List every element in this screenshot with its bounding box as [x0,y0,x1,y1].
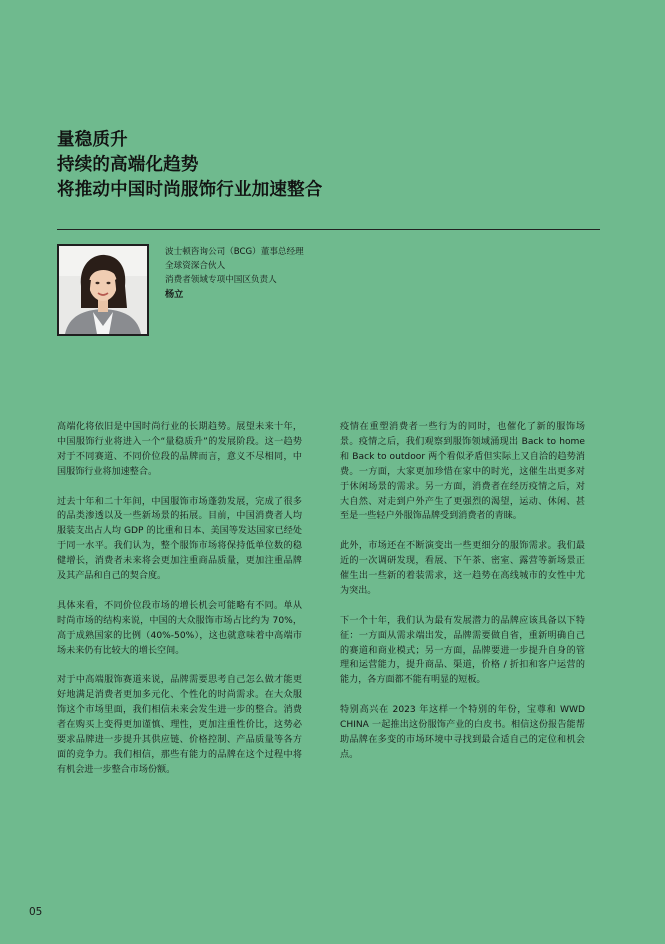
page-number: 05 [29,906,43,918]
title-divider [57,229,600,230]
right-column [340,420,585,778]
title-line-3: 将推动中国时尚服饰行业加速整合 [57,180,323,200]
author-title-2: 全球资深合伙人 [165,261,226,272]
portrait-photo-icon [59,246,147,334]
author-portrait [57,244,149,336]
left-paragraph-3: 具体来看，不同价位段市场的增长机会可能略有不同。单从时尚市场的结构来说，中国的大众服饰市场占比约为 70%，高于成熟国家的比例（40%-50%），这也就意味着中高端市场未来仍有比较大的增长空间。 [57,600,302,656]
right-paragraph-4: 特别高兴在 2023 年这样一个特别的年份，宝尊和 WWD CHINA 一起推出这份服饰产业的白皮书。相信这份报告能帮助品牌在多变的市场环境中寻找到最合适自己的定位和机会点。 [340,705,585,760]
right-paragraph-1: 疫情在重塑消费者一些行为的同时，也催化了新的服饰场景。疫情之后，我们观察到服饰领域涌现出 Back to home 和 Back to outdoor 两个看似矛盾但实际上又自洽的趋势消费。一方面，大家更加珍惜在家中的时光，这催生出更多对于休闲场景的需求。另一方面，消费者在经历疫情之后，对大自然、对走到户外产生了更强烈的渴望，运动、休闲、甚至是一些轻户外服饰品牌受到消费者的青睐。 [340,422,585,522]
title-line-1: 量稳质升 [57,130,128,150]
left-paragraph-1: 高端化将依旧是中国时尚行业的长期趋势。展望未来十年，中国服饰行业将进入一个“量稳质升”的发展阶段。这一趋势对于不同赛道、不同价位段的品牌而言，意义不尽相同，中国服饰行业将加速整合。 [57,422,302,477]
author-name: 杨立 [165,288,184,300]
left-paragraph-4: 对于中高端服饰赛道来说，品牌需要思考自己怎么做才能更好地满足消费者更加多元化、个性化的时尚需求。在大众服饰这个市场里面，我们相信未来会发生进一步的整合。消费者在购买上变得更加谨慎、理性，更加注重性价比，这势必要求品牌进一步提升其供应链、价格控制、产品质量等各方面的竞争力。我们相信，那些有能力的品牌在这个过程中将有机会进一步整合市场份额。 [57,675,302,775]
author-info [165,245,304,302]
title-line-2: 持续的高端化趋势 [57,155,199,175]
right-paragraph-3: 下一个十年，我们认为最有发展潜力的品牌应该具备以下特征：一方面从需求端出发，品牌需要做自省，重新明确自己的赛道和商业模式；另一方面，品牌要进一步提升自身的管理和运营能力，提升商品、渠道，价格 / 折扣和客户运营的能力，各方面都不能有明显的短板。 [340,615,585,686]
left-paragraph-2: 过去十年和二十年间，中国服饰市场蓬勃发展，完成了很多的品类渗透以及一些新场景的拓展。目前，中国消费者人均服装支出占人均 GDP 的比重和日本、美国等发达国家已经处于同一水平。我们认为，整个服饰市场将保持低单位数的稳健增长，消费者未来将会更加注重商品质量，更加注重品牌及其产品和自己的契合度。 [57,496,302,582]
article-title [57,128,323,203]
left-column [57,420,302,793]
author-title-3: 消费者领域专项中国区负责人 [165,275,277,286]
right-paragraph-2: 此外，市场还在不断演变出一些更细分的服饰需求。我们最近的一次调研发现，看展、下午茶、密室、露营等新场景正催生出一些新的着装需求，这一趋势在高线城市的女性中尤为突出。 [340,541,585,596]
author-title-1: 波士顿咨询公司（BCG）董事总经理 [165,247,304,257]
